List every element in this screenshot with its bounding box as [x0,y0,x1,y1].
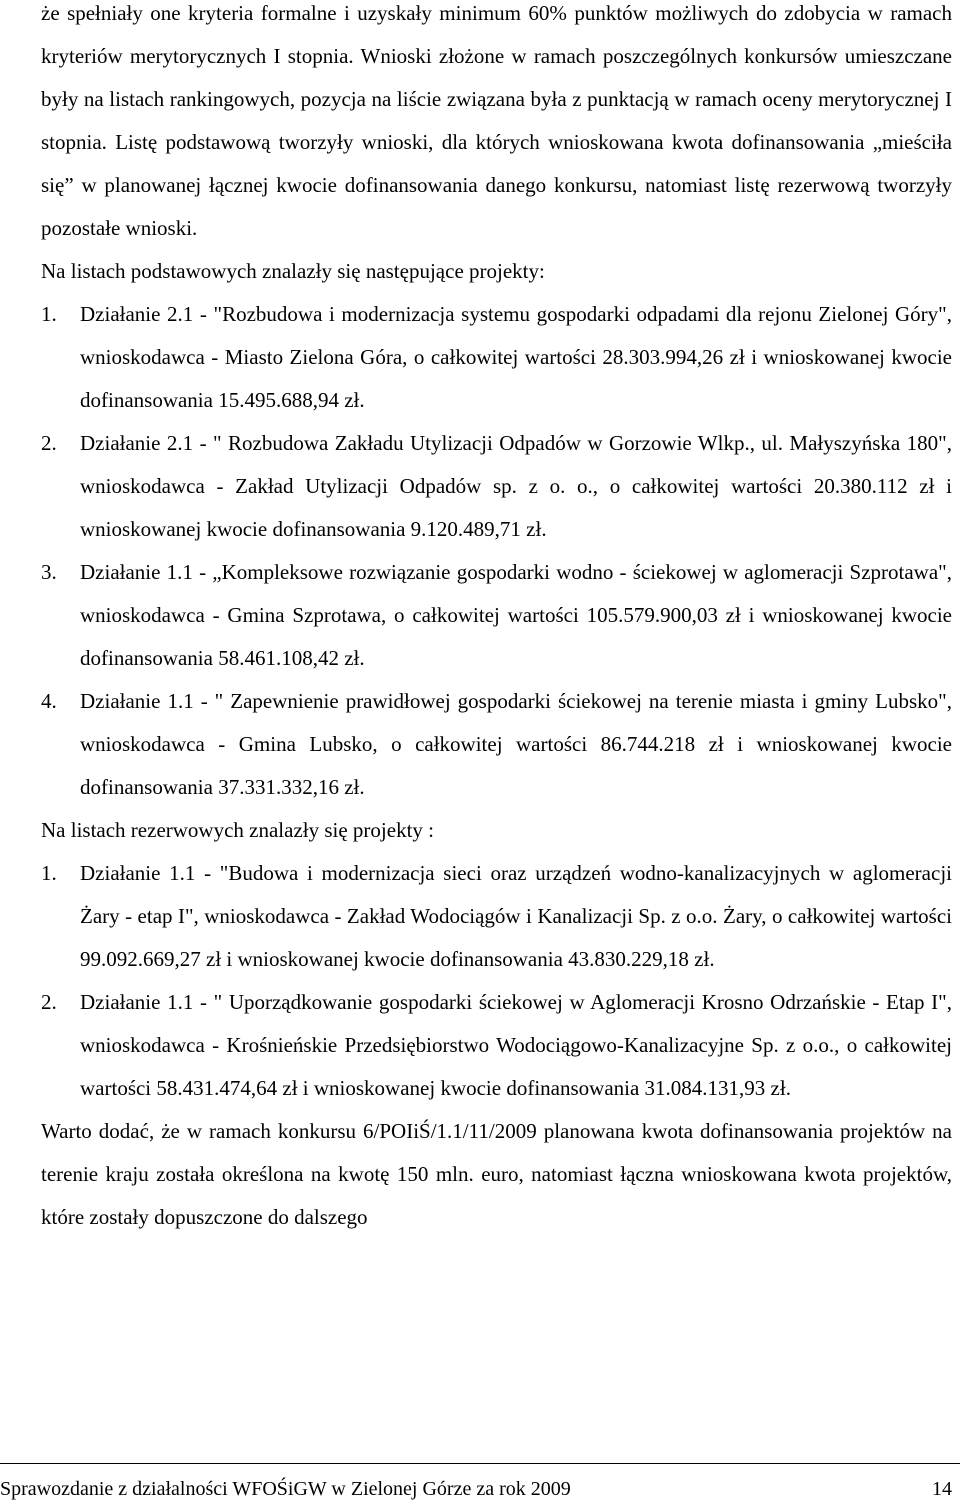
reserve-list-heading: Na listach rezerwowych znalazły się projekty : [41,818,435,842]
list-item-text: Działanie 1.1 - „Kompleksowe rozwiązanie gospodarki wodno - ściekowej w aglomeracji Szprotawa", wnioskodawca - Gmina Szprotawa, o całkowitej wartości 105.579.900,03 zł i wnioskowanej kwocie dofinansowania 58.461.108,42 zł. [80,560,952,670]
footer-title: Sprawozdanie z działalności WFOŚiGW w Zielonej Górze za rok 2009 [0,1478,571,1500]
footer-divider [0,1463,960,1464]
list-item [41,422,952,551]
list-item-text: Działanie 1.1 - "Budowa i modernizacja sieci oraz urządzeń wodno-kanalizacyjnych w aglomeracji Żary - etap I", wnioskodawca - Zakład Wodociągów i Kanalizacji Sp. z o.o. Żary, o całkowitej wartości 99.092.669,27 zł i wnioskowanej kwocie dofinansowania 43.830.229,18 zł. [80,861,952,971]
list-item [41,852,952,981]
list-item-number: 4. [41,689,57,713]
primary-list-heading: Na listach podstawowych znalazły się następujące projekty: [41,259,545,283]
list-item [41,981,952,1110]
list-item-text: Działanie 1.1 - " Zapewnienie prawidłowej gospodarki ściekowej na terenie miasta i gminy Lubsko", wnioskodawca - Gmina Lubsko, o całkowitej wartości 86.744.218 zł i wnioskowanej kwocie dofinansowania 37.331.332,16 zł. [80,689,952,799]
intro-paragraph: że spełniały one kryteria formalne i uzyskały minimum 60% punktów możliwych do zdobycia w ramach kryteriów merytorycznych I stopnia. Wnioski złożone w ramach poszczególnych konkursów umieszczane były na listach rankingowych, pozycja na liście związana była z punktacją w ramach oceny merytorycznej I stopnia. Listę podstawową tworzyły wnioski, dla których wnioskowana kwota dofinansowania „mieściła się” w planowanej łącznej kwocie dofinansowania danego konkursu, natomiast listę rezerwową tworzyły pozostałe wnioski. [41,1,952,240]
list-item-number: 2. [41,431,57,455]
list-item [41,680,952,809]
document-body [41,0,952,1239]
list-item-text: Działanie 2.1 - "Rozbudowa i modernizacja systemu gospodarki odpadami dla rejonu Zielonej Góry", wnioskodawca - Miasto Zielona Góra, o całkowitej wartości 28.303.994,26 zł i wnioskowanej kwocie dofinansowania 15.495.688,94 zł. [80,302,952,412]
primary-list [41,293,952,809]
reserve-list [41,852,952,1110]
list-item [41,293,952,422]
list-item-text: Działanie 1.1 - " Uporządkowanie gospodarki ściekowej w Aglomeracji Krosno Odrzańskie - Etap I", wnioskodawca - Krośnieńskie Przedsiębiorstwo Wodociągowo-Kanalizacyjne Sp. z o.o., o całkowitej wartości 58.431.474,64 zł i wnioskowanej kwocie dofinansowania 31.084.131,93 zł. [80,990,952,1100]
list-item-number: 2. [41,990,57,1014]
list-item-number: 1. [41,302,57,326]
page-number: 14 [932,1478,952,1500]
list-item-text: Działanie 2.1 - " Rozbudowa Zakładu Utylizacji Odpadów w Gorzowie Wlkp., ul. Małyszyńska 180", wnioskodawca - Zakład Utylizacji Odpadów sp. z o. o., o całkowitej wartości 20.380.112 zł i wnioskowanej kwocie dofinansowania 9.120.489,71 zł. [80,431,952,541]
list-item [41,551,952,680]
closing-paragraph: Warto dodać, że w ramach konkursu 6/POIiŚ/1.1/11/2009 planowana kwota dofinansowania projektów na terenie kraju została określona na kwotę 150 mln. euro, natomiast łączna wnioskowana kwota projektów, które zostały dopuszczone do dalszego [41,1119,952,1229]
list-item-number: 1. [41,861,57,885]
list-item-number: 3. [41,560,57,584]
